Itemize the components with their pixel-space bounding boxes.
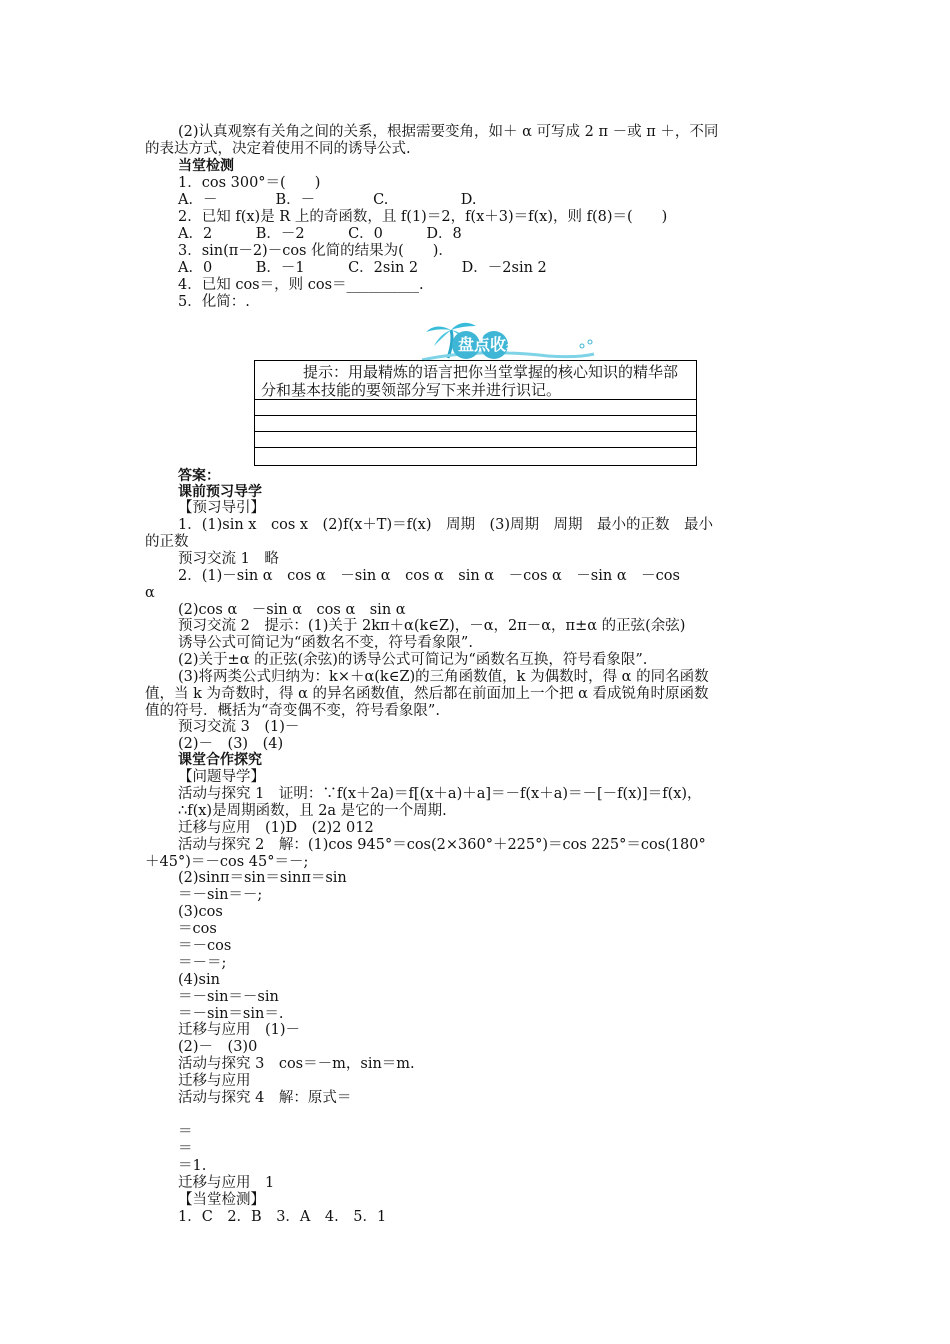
options-1: A．－ B．－ C. D. bbox=[178, 192, 477, 208]
answer-line: (2)关于±α 的正弦(余弦)的诱导公式可简记为“函数名互换，符号看象限”. bbox=[178, 652, 648, 668]
answer-line: 迁移与应用 1 bbox=[178, 1175, 275, 1191]
text-line: (2)认真观察有关角之间的关系，根据需要变角，如＋ α 可写成 2 π －或 π ＋，不同 bbox=[178, 124, 719, 140]
answer-line: (3)cos bbox=[178, 904, 223, 920]
note-line bbox=[255, 431, 696, 432]
logo-text: 盘点收获 bbox=[458, 335, 523, 354]
text-line: 的表达方式，决定着使用不同的诱导公式. bbox=[145, 141, 411, 157]
sub-heading: 【预习导引】 bbox=[178, 500, 265, 516]
answer-line: ＝－sin＝－sin bbox=[178, 989, 279, 1005]
answer-line: (2)－ (3)0 bbox=[178, 1039, 258, 1055]
note-text: 提示：用最精炼的语言把你当堂掌握的核心知识的精华部分和基本技能的要领部分写下来并进行识记。 bbox=[261, 363, 679, 399]
note-line bbox=[255, 399, 696, 400]
answer-line: (2)sinπ＝sin＝sinπ＝sin bbox=[178, 870, 347, 886]
answer-line: 活动与探究 3 cos＝－m，sin＝m. bbox=[178, 1056, 415, 1072]
answer-line: 的正数 bbox=[145, 534, 189, 550]
section-heading: 课堂合作探究 bbox=[178, 752, 262, 768]
question-4: 4．已知 cos＝，则 cos＝__________. bbox=[178, 277, 424, 293]
answer-line: 迁移与应用 (1)D (2)2 012 bbox=[178, 820, 374, 836]
sub-heading: 【问题导学】 bbox=[178, 769, 265, 785]
options-2: A．2 B．－2 C．0 D．8 bbox=[178, 226, 462, 242]
summary-logo bbox=[418, 318, 598, 364]
answer-line: (4)sin bbox=[178, 972, 220, 988]
note-line bbox=[255, 415, 696, 416]
answer-line: α bbox=[145, 585, 155, 601]
answer-line: 1．(1)sin x cos x (2)f(x＋T)＝f(x) 周期 (3)周期 周期 最小的正数 最小 bbox=[178, 517, 714, 533]
sub-heading: 【当堂检测】 bbox=[178, 1192, 265, 1208]
options-3: A．0 B．－1 C．2sin 2 D．－2sin 2 bbox=[178, 260, 547, 276]
question-5: 5．化简：. bbox=[178, 294, 250, 310]
answer-line: ＝ bbox=[178, 1124, 193, 1140]
answer-line: ＝1. bbox=[178, 1158, 207, 1174]
section-heading: 当堂检测 bbox=[178, 158, 234, 174]
answer-line: (2)cos α －sin α cos α sin α bbox=[178, 602, 406, 618]
answer-line: ＝－＝; bbox=[178, 955, 227, 971]
note-box bbox=[254, 360, 697, 466]
answer-line: (3)将两类公式归纳为：k×＋α(k∈Z)的三角函数值，k 为偶数时，得 α 的同名函数 bbox=[178, 669, 709, 685]
answer-line: 2．(1)－sin α cos α －sin α cos α sin α －cos α －sin α －cos bbox=[178, 568, 680, 584]
palm-tree-icon bbox=[418, 318, 598, 364]
question-2: 2．已知 f(x)是 R 上的奇函数，且 f(1)＝2，f(x＋3)＝f(x)，则 f(8)＝( ) bbox=[178, 209, 668, 225]
answer-line: 值的符号．概括为“奇变偶不变，符号看象限”. bbox=[145, 703, 440, 719]
answer-line: ＝－sin＝－; bbox=[178, 887, 263, 903]
answer-line: 活动与探究 1 证明：∵f(x＋2a)＝f[(x＋a)＋a]＝－f(x＋a)＝－[－f(x)]＝f(x)， bbox=[178, 786, 702, 802]
answer-line: ＝－sin＝sin＝. bbox=[178, 1006, 284, 1022]
answer-line: 活动与探究 4 解：原式＝ bbox=[178, 1090, 352, 1106]
answer-line: ∴f(x)是周期函数，且 2a 是它的一个周期. bbox=[178, 803, 447, 819]
answer-line: 预习交流 1 略 bbox=[178, 551, 279, 567]
answer-line: ＋45°)＝－cos 45°＝－; bbox=[145, 854, 309, 870]
answer-line: 迁移与应用 bbox=[178, 1073, 251, 1089]
note-line bbox=[255, 447, 696, 448]
answer-line: ＝－cos bbox=[178, 938, 232, 954]
answer-line: 诱导公式可简记为“函数名不变，符号看象限”. bbox=[178, 635, 473, 651]
question-1: 1．cos 300°＝( ) bbox=[178, 175, 321, 191]
answer-line: 迁移与应用 (1)－ bbox=[178, 1022, 301, 1038]
answer-line: 预习交流 3 (1)－ bbox=[178, 719, 300, 735]
section-heading: 课前预习导学 bbox=[178, 484, 262, 500]
answer-line: ＝cos bbox=[178, 921, 217, 937]
question-3: 3．sin(π－2)－cos 化简的结果为( )． bbox=[178, 243, 453, 259]
answer-line: 活动与探究 2 解：(1)cos 945°＝cos(2×360°＋225°)＝cos 225°＝cos(180° bbox=[178, 837, 706, 853]
answer-line: (2)－ (3) (4) bbox=[178, 736, 284, 752]
answer-line: ＝ bbox=[178, 1141, 193, 1157]
answers-heading: 答案： bbox=[178, 468, 220, 484]
answer-line: 值，当 k 为奇数时，得 α 的异名函数值，然后都在前面加上一个把 α 看成锐角时原函数 bbox=[145, 686, 709, 702]
answer-line: 预习交流 2 提示：(1)关于 2kπ＋α(k∈Z)，－α，2π－α，π±α 的正弦(余弦) bbox=[178, 618, 686, 634]
answer-line: 1．C 2．B 3．A 4. 5．1 bbox=[178, 1209, 387, 1225]
